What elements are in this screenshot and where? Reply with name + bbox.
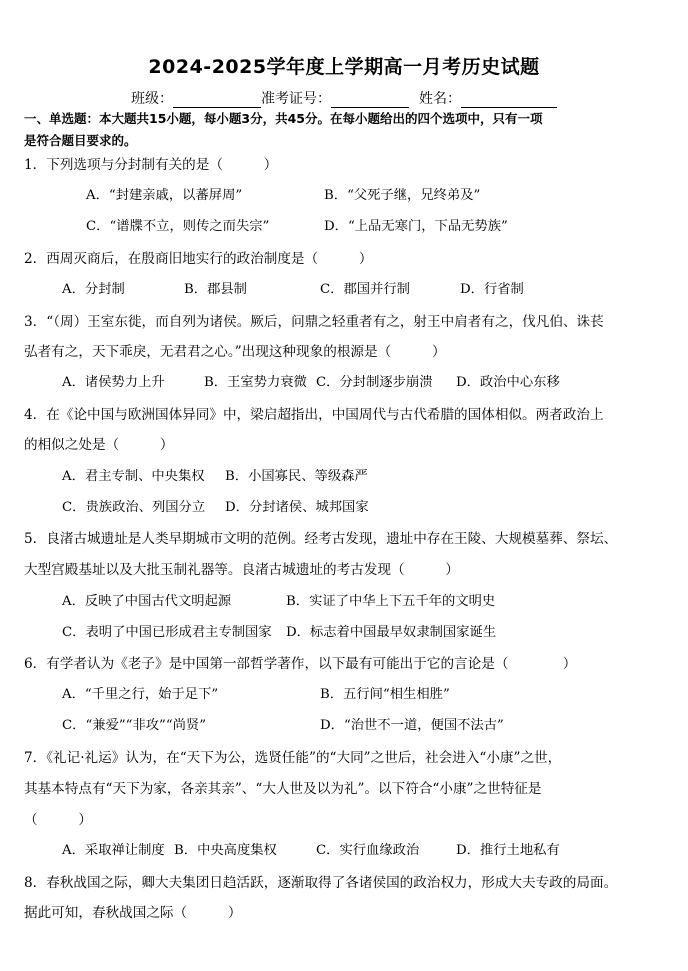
- question-stem: 8．春秋战国之际，卿大夫集团日趋活跃，逐渐取得了各诸侯国的政治权力，形成大夫专政的局面。: [24, 875, 618, 891]
- question-stem: 5．良渚古城遗址是人类早期城市文明的范例。经考古发现，遗址中存在王陵、大规模墓葬、祭坛、: [24, 531, 618, 547]
- class-field[interactable]: [173, 92, 261, 108]
- option-d[interactable]: D．“上品无寒门，下品无势族”: [324, 219, 508, 234]
- option-a[interactable]: A．反映了中国古代文明起源: [62, 594, 232, 609]
- option-a[interactable]: A．采取禅让制度: [62, 843, 165, 858]
- option-c[interactable]: C．“谱牒不立，则传之而失宗”: [86, 219, 270, 234]
- option-b[interactable]: B．中央高度集权: [174, 843, 277, 858]
- option-a[interactable]: A．“千里之行，始于足下”: [62, 687, 219, 702]
- option-b[interactable]: B．王室势力衰微: [204, 375, 307, 390]
- class-label: 班级：: [131, 91, 173, 107]
- name-label: 姓名：: [419, 91, 461, 107]
- exam-no-field[interactable]: [331, 92, 409, 108]
- option-b[interactable]: B．实证了中华上下五千年的文明史: [286, 594, 496, 609]
- question-stem: 1．下列选项与分封制有关的是（ ）: [24, 157, 278, 173]
- student-info-row: [0, 88, 688, 108]
- option-b[interactable]: B．郡县制: [184, 282, 247, 297]
- name-field[interactable]: [461, 92, 557, 108]
- question-stem: 4．在《论中国与欧洲国体异同》中，梁启超指出，中国周代与古代希腊的国体相似。两者政治上: [24, 407, 604, 423]
- page-title: 2024-2025学年度上学期高一月考历史试题: [148, 56, 540, 78]
- option-c[interactable]: C．实行血缘政治: [316, 843, 420, 858]
- question-stem: 6．有学者认为《老子》是中国第一部哲学著作，以下最有可能出于它的言论是（ ）: [24, 656, 577, 672]
- section-instructions-line: 一、单选题：本大题共15小题，每小题3分，共45分。在每小题给出的四个选项中，只有一项: [24, 111, 543, 126]
- question-stem: 7．《礼记·礼运》认为，在“天下为公，选贤任能”的“大同”之世后，社会进入“小康”之世，: [24, 750, 562, 766]
- option-b[interactable]: B．“父死子继，兄终弟及”: [324, 188, 481, 203]
- option-b[interactable]: B．小国寡民、等级森严: [225, 469, 368, 484]
- option-a[interactable]: A．“封建亲戚，以蕃屏周”: [86, 188, 243, 203]
- option-d[interactable]: D．“治世不一道，便国不法古”: [320, 718, 504, 733]
- question-stem: 3．“（周）王室东徙，而自列为诸侯。厥后，问鼎之轻重者有之，射王中肩者有之，伐凡伯、诛苌: [24, 314, 604, 330]
- option-a[interactable]: A．分封制: [62, 282, 125, 297]
- question-stem: 2．西周灭商后，在殷商旧地实行的政治制度是（ ）: [24, 251, 373, 267]
- option-d[interactable]: D．推行土地私有: [456, 843, 560, 858]
- option-d[interactable]: D．行省制: [460, 282, 524, 297]
- option-c[interactable]: C．分封制逐步崩溃: [316, 375, 433, 390]
- question-stem: 其基本特点有“天下为家，各亲其亲”、“大人世及以为礼”。以下符合“小康”之世特征是: [24, 781, 542, 797]
- option-c[interactable]: C．郡国并行制: [320, 282, 410, 297]
- question-stem: 据此可知，春秋战国之际（ ）: [24, 905, 242, 921]
- section-heading: [24, 108, 664, 152]
- option-c[interactable]: C．表明了中国已形成君主专制国家: [62, 625, 272, 640]
- option-a[interactable]: A．诸侯势力上升: [62, 375, 165, 390]
- option-a[interactable]: A．君主专制、中央集权: [62, 469, 205, 484]
- option-b[interactable]: B．五行间“相生相胜”: [320, 687, 450, 702]
- question-stem: 大型宫殿基址以及大批玉制礼器等。良渚古城遗址的考古发现（ ）: [24, 562, 459, 578]
- option-d[interactable]: D．分封诸侯、城邦国家: [225, 500, 369, 515]
- option-c[interactable]: C．贵族政治、列国分立: [62, 500, 206, 515]
- question-stem: （ ）: [24, 812, 92, 828]
- option-d[interactable]: D．标志着中国最早奴隶制国家诞生: [286, 625, 497, 640]
- question-stem: 的相似之处是（ ）: [24, 437, 174, 453]
- section-instructions-line: 是符合题目要求的。: [24, 133, 137, 148]
- question-stem: 弘者有之，天下乖戾，无君君之心。”出现这种现象的根源是（ ）: [24, 344, 446, 360]
- option-c[interactable]: C．“兼爱”“非攻”“尚贤”: [62, 718, 207, 733]
- option-d[interactable]: D．政治中心东移: [456, 375, 560, 390]
- exam-no-label: 准考证号：: [261, 91, 331, 107]
